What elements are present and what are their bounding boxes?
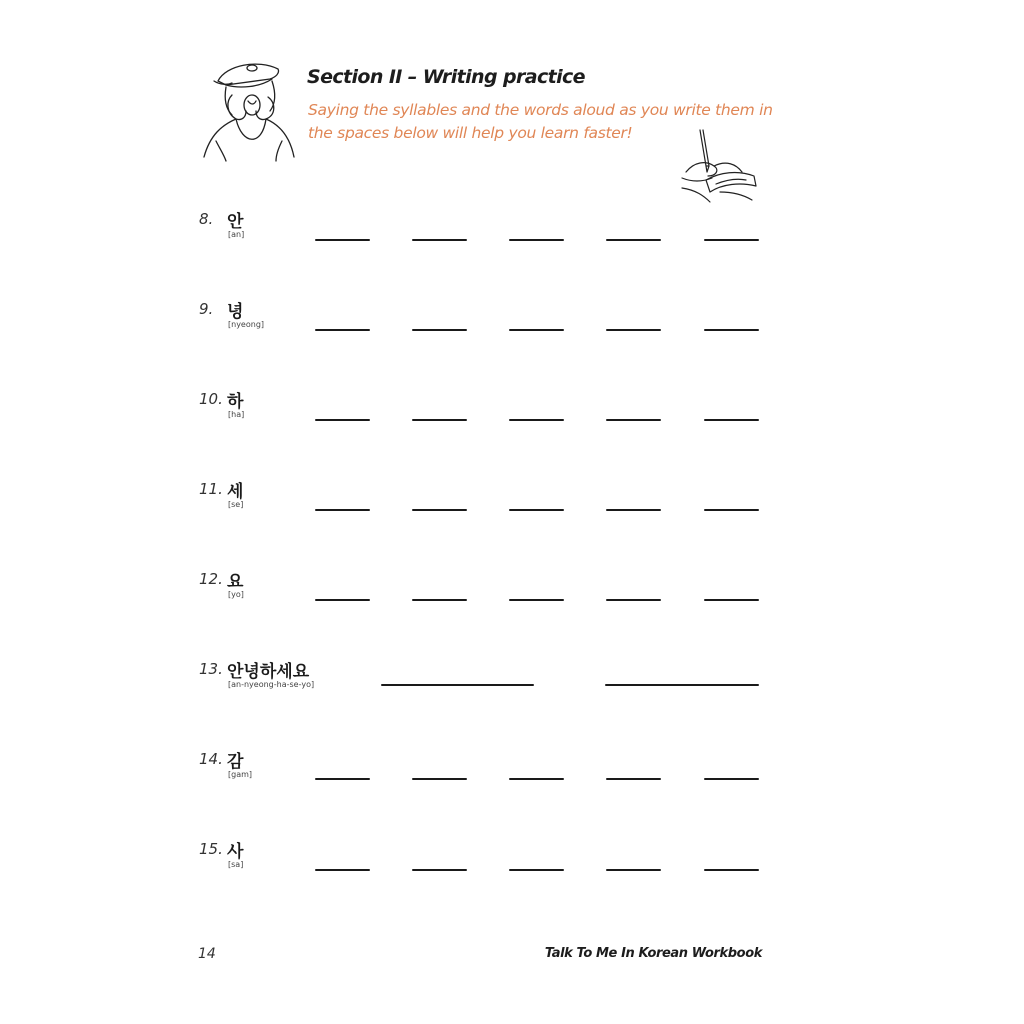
romanization: [an] — [228, 230, 245, 239]
writing-blank[interactable] — [606, 239, 661, 241]
writing-blank[interactable] — [704, 509, 759, 511]
writing-blank[interactable] — [606, 869, 661, 871]
page-number: 14 — [198, 946, 216, 962]
book-title: Talk To Me In Korean Workbook — [544, 946, 762, 961]
writing-blank[interactable] — [315, 239, 370, 241]
romanization: [se] — [228, 500, 244, 509]
writing-blank[interactable] — [606, 778, 661, 780]
row-number: 15. — [199, 840, 223, 858]
practice-row — [0, 660, 1024, 710]
writing-blank[interactable] — [509, 869, 564, 871]
instructions-line-2: the spaces below will help you learn faster! — [308, 124, 633, 142]
romanization: [sa] — [228, 860, 244, 869]
row-number: 10. — [199, 390, 223, 408]
writing-blank[interactable] — [315, 419, 370, 421]
korean-syllable: 사 — [227, 842, 244, 862]
row-number: 8. — [199, 210, 214, 228]
writing-blank[interactable] — [704, 778, 759, 780]
writing-blank[interactable] — [606, 509, 661, 511]
row-number: 12. — [199, 570, 223, 588]
hand-writing-icon — [676, 126, 758, 204]
writing-blank[interactable] — [381, 684, 534, 686]
writing-blank[interactable] — [509, 419, 564, 421]
writing-blank[interactable] — [509, 509, 564, 511]
writing-blank[interactable] — [606, 329, 661, 331]
writing-blank[interactable] — [509, 239, 564, 241]
writing-blank[interactable] — [315, 329, 370, 331]
writing-blank[interactable] — [509, 599, 564, 601]
korean-word: 안녕하세요 — [227, 662, 310, 682]
writing-blank[interactable] — [704, 329, 759, 331]
practice-row — [0, 570, 1024, 620]
row-number: 14. — [199, 750, 223, 768]
writing-blank[interactable] — [412, 509, 467, 511]
korean-syllable: 세 — [227, 482, 244, 502]
writing-blank[interactable] — [704, 599, 759, 601]
korean-syllable: 요 — [227, 572, 244, 592]
romanization: [yo] — [228, 590, 244, 599]
korean-syllable: 녕 — [227, 302, 244, 322]
shouting-sailor-icon — [196, 55, 300, 163]
writing-blank[interactable] — [412, 419, 467, 421]
practice-row — [0, 480, 1024, 530]
romanization: [an-nyeong-ha-se-yo] — [228, 680, 315, 689]
writing-blank[interactable] — [704, 239, 759, 241]
korean-syllable: 하 — [227, 392, 244, 412]
writing-blank[interactable] — [704, 419, 759, 421]
korean-syllable: 안 — [227, 212, 244, 232]
writing-blank[interactable] — [315, 869, 370, 871]
writing-blank[interactable] — [315, 599, 370, 601]
writing-blank[interactable] — [412, 869, 467, 871]
instructions-line-1: Saying the syllables and the words aloud as you write them in — [308, 101, 773, 119]
practice-row — [0, 300, 1024, 350]
writing-blank[interactable] — [605, 684, 759, 686]
writing-blank[interactable] — [606, 419, 661, 421]
practice-row — [0, 210, 1024, 260]
writing-blank[interactable] — [704, 869, 759, 871]
korean-syllable: 감 — [227, 752, 244, 772]
writing-blank[interactable] — [412, 239, 467, 241]
practice-row — [0, 390, 1024, 440]
section-title: Section II – Writing practice — [307, 66, 585, 88]
writing-blank[interactable] — [412, 329, 467, 331]
writing-blank[interactable] — [509, 329, 564, 331]
row-number: 9. — [199, 300, 214, 318]
romanization: [ha] — [228, 410, 245, 419]
writing-blank[interactable] — [606, 599, 661, 601]
practice-row — [0, 840, 1024, 890]
writing-blank[interactable] — [412, 778, 467, 780]
writing-blank[interactable] — [509, 778, 564, 780]
row-number: 13. — [199, 660, 223, 678]
writing-blank[interactable] — [412, 599, 467, 601]
romanization: [nyeong] — [228, 320, 265, 329]
writing-blank[interactable] — [315, 509, 370, 511]
romanization: [gam] — [228, 770, 253, 779]
practice-row — [0, 750, 1024, 800]
row-number: 11. — [199, 480, 223, 498]
writing-blank[interactable] — [315, 778, 370, 780]
